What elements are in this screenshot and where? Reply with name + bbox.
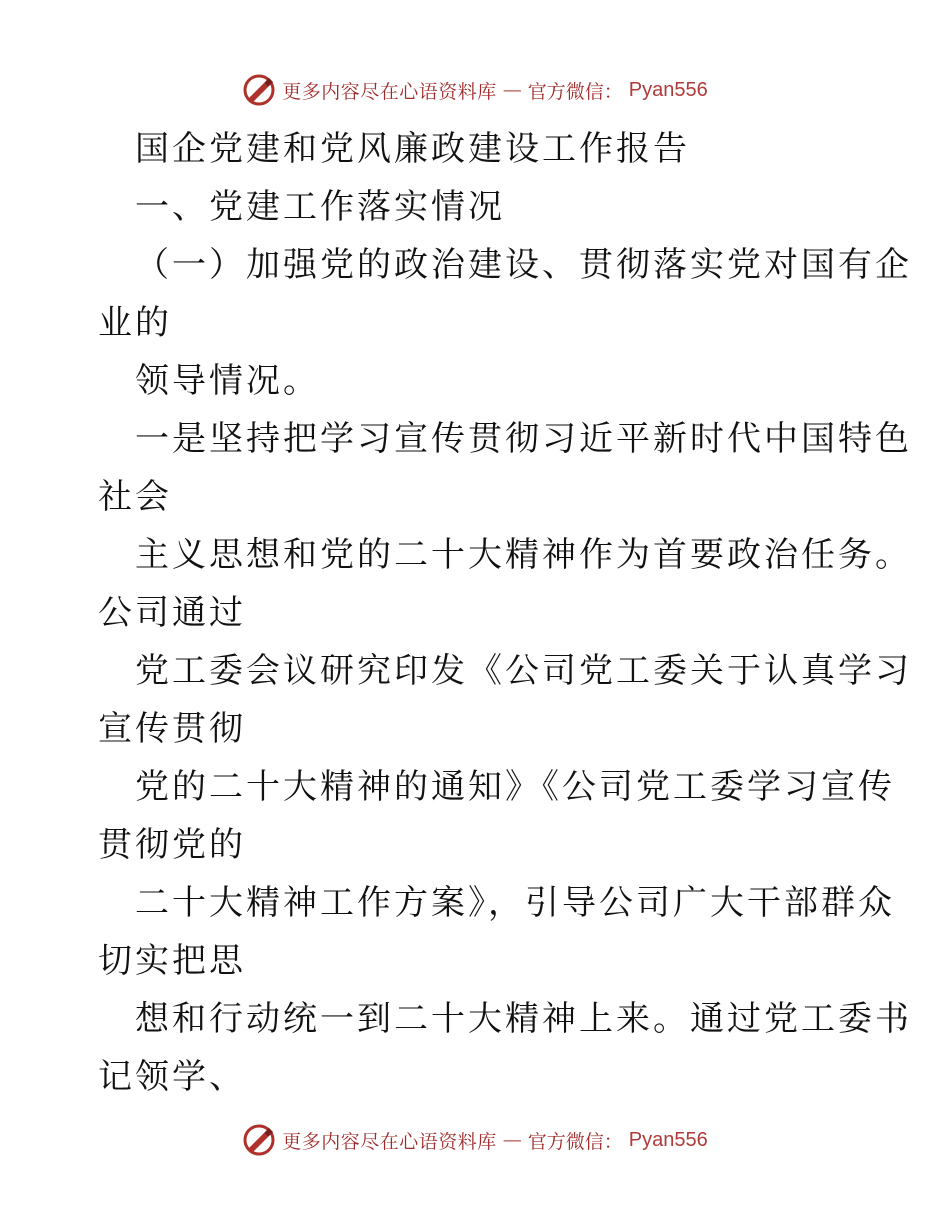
text-line: 宣传贯彻 [98, 709, 246, 749]
pen-logo-icon [242, 1123, 276, 1157]
section-heading: 一、党建工作落实情况 [135, 187, 505, 227]
text-line: 公司通过 [98, 593, 246, 633]
watermark-official-label: 官方微信： [527, 80, 623, 103]
text-line: 想和行动统一到二十大精神上来。通过党工委书 [135, 999, 912, 1039]
text-line: 二十大精神工作方案》，引导公司广大干部群众 [135, 883, 895, 923]
document-body [98, 120, 912, 1106]
watermark-dash: — [502, 1129, 522, 1151]
footer-watermark [0, 1120, 950, 1160]
text-line: 领导情况。 [135, 361, 320, 401]
text-line: 党工委会议研究印发《公司党工委关于认真学习 [135, 651, 912, 691]
watermark-site-text: 更多内容尽在心语资料库 [282, 1130, 497, 1153]
watermark-official-label: 官方微信： [527, 1130, 623, 1153]
doc-title: 国企党建和党风廉政建设工作报告 [135, 129, 690, 169]
text-line: 一是坚持把学习宣传贯彻习近平新时代中国特色 [135, 419, 912, 459]
watermark-dash: — [502, 79, 522, 101]
text-line: 社会 [98, 477, 172, 517]
text-line: 贯彻党的 [98, 825, 246, 865]
watermark-wechat-id: Pyan556 [628, 78, 708, 101]
text-line: 党的二十大精神的通知》《公司党工委学习宣传 [135, 767, 895, 807]
subsection-heading: （一）加强党的政治建设、贯彻落实党对国有企 [135, 245, 912, 285]
text-line: 切实把思 [98, 941, 246, 981]
watermark-wechat-id: Pyan556 [628, 1128, 708, 1151]
text-line: 记领学、 [98, 1057, 246, 1097]
text-line: 主义思想和党的二十大精神作为首要政治任务。 [135, 535, 912, 575]
watermark-site-text: 更多内容尽在心语资料库 [282, 80, 497, 103]
pen-logo-icon [242, 73, 276, 107]
header-watermark [0, 70, 950, 110]
text-line: 业的 [98, 303, 172, 343]
